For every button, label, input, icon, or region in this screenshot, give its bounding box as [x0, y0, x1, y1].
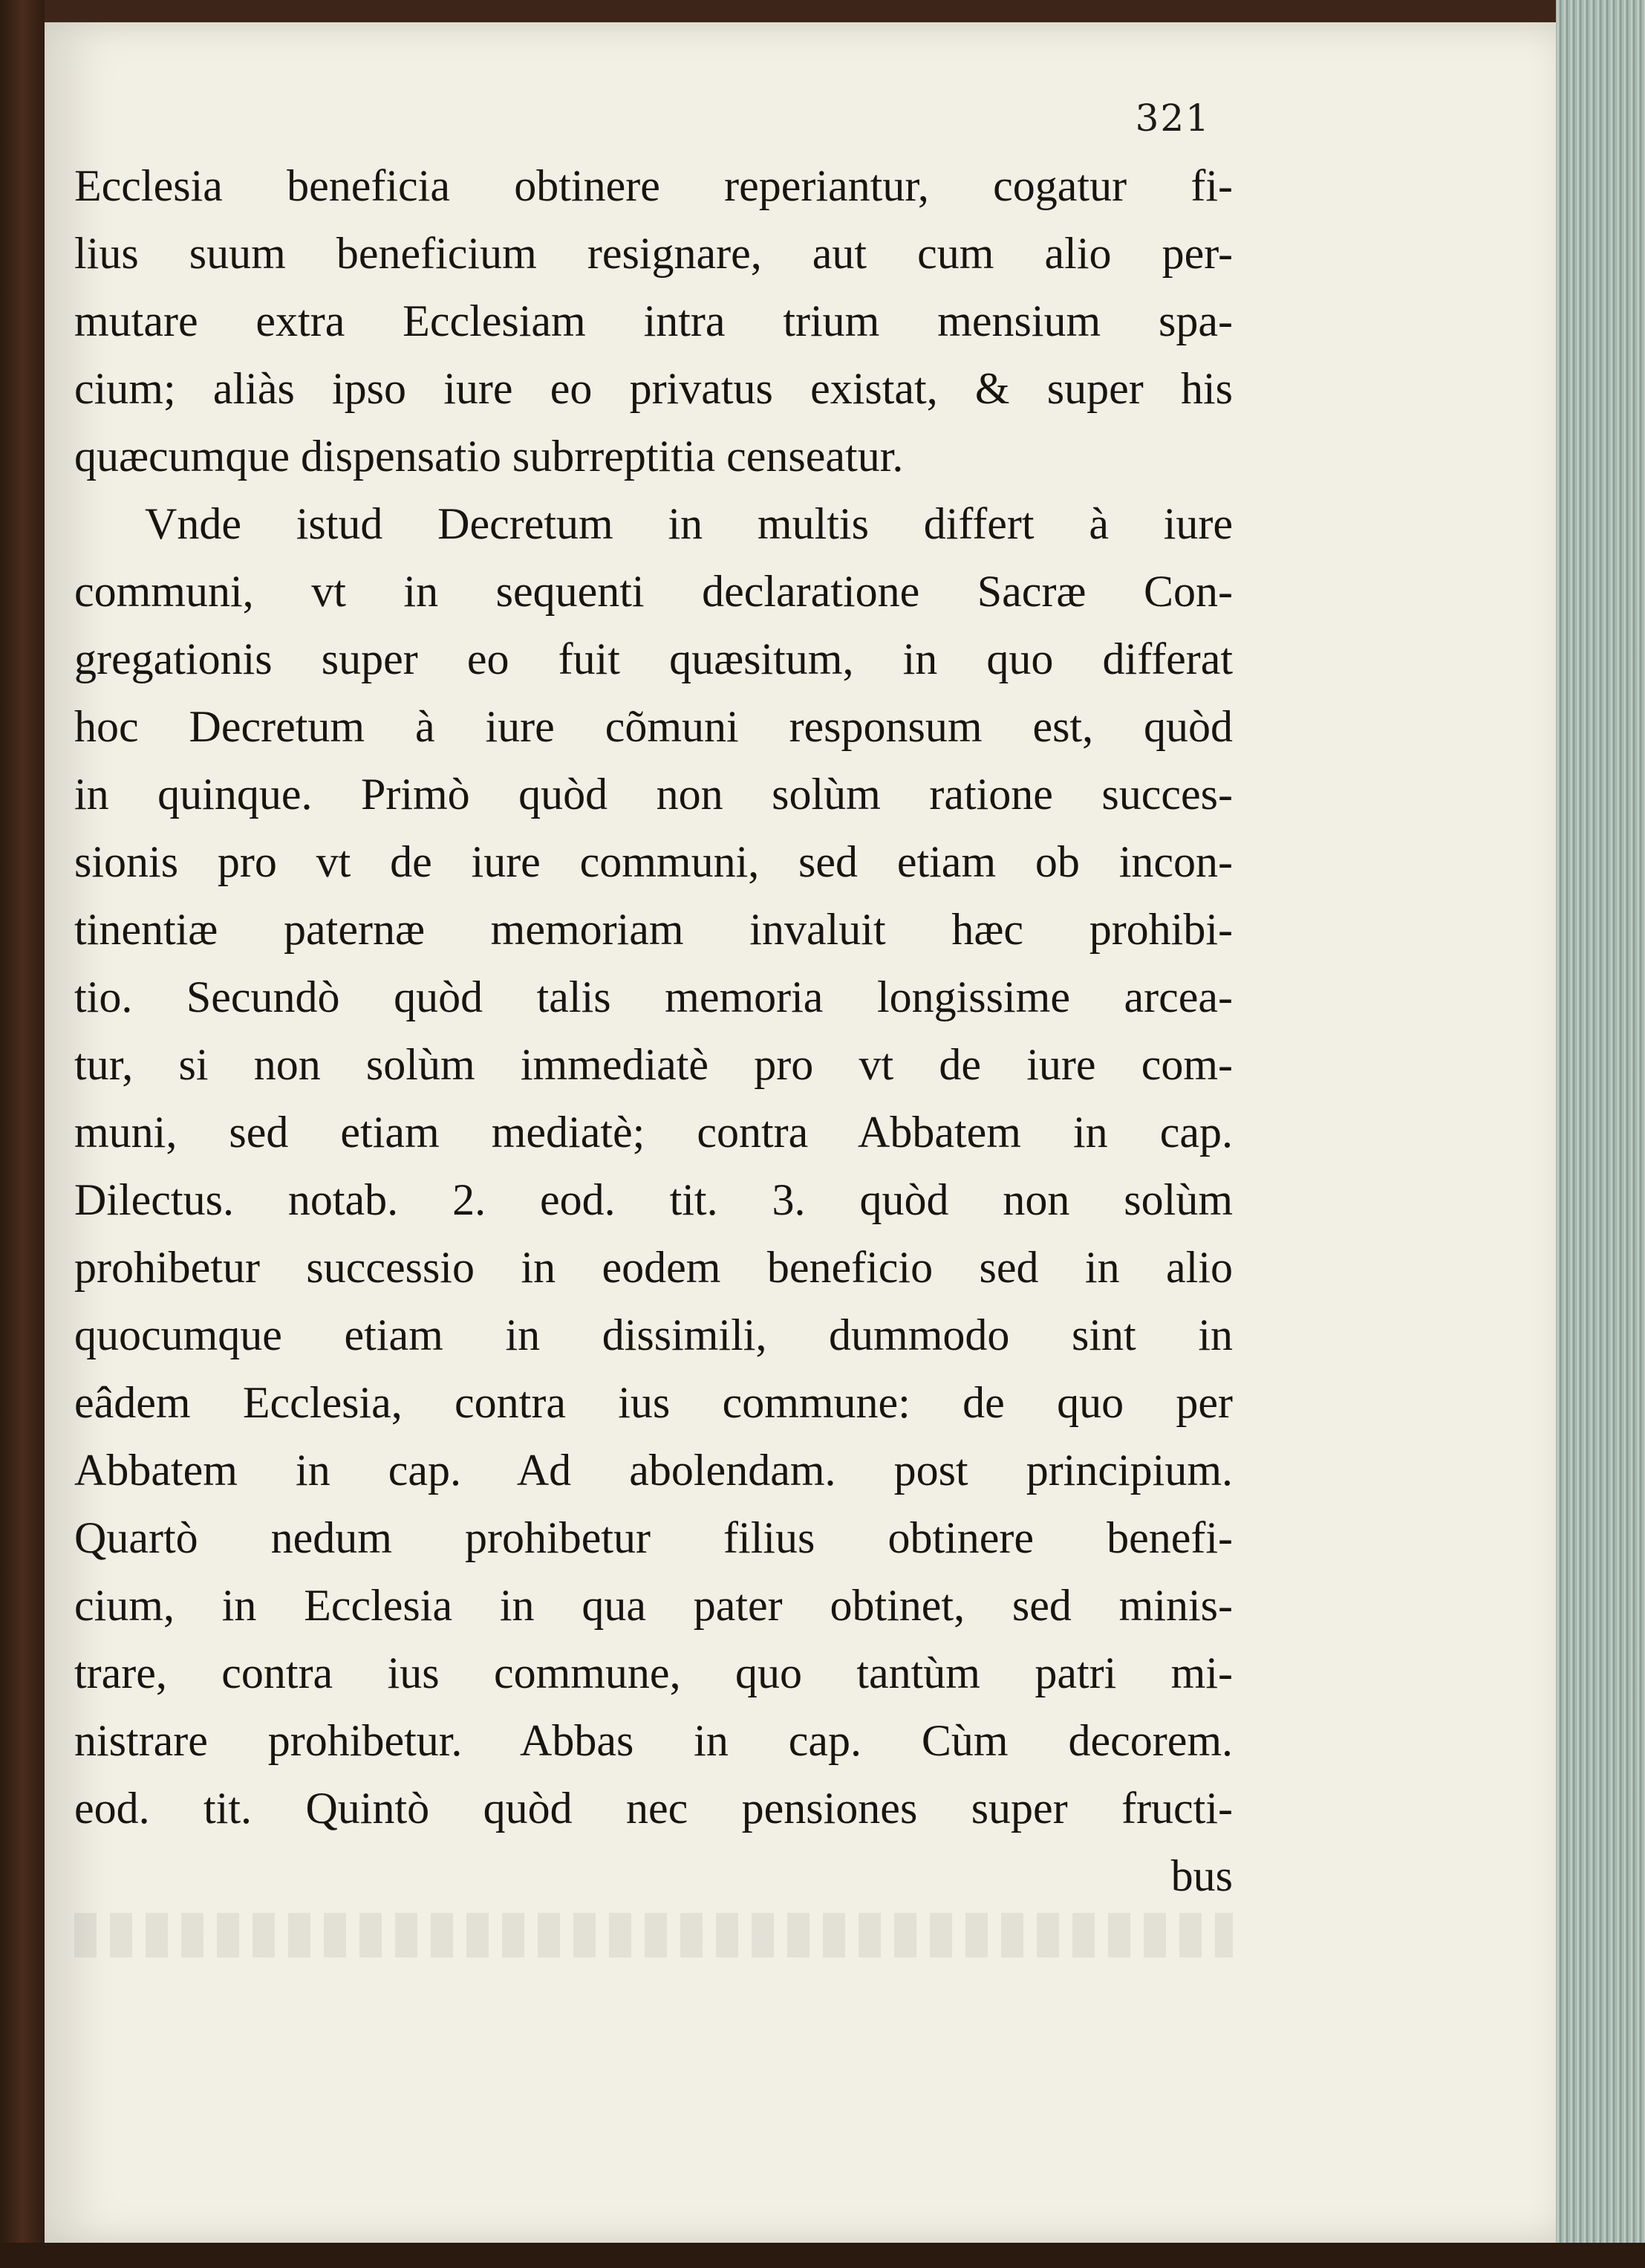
book-cover-bottom	[0, 2243, 1645, 2268]
text-line: tio. Secundò quòd talis memoria longissime arcea-	[74, 972, 1233, 1021]
page-number: 321	[1135, 97, 1211, 140]
text-line: cium, in Ecclesia in qua pater obtinet, sed minis-	[74, 1581, 1233, 1630]
text-line: bus	[1170, 1851, 1233, 1900]
text-line: eod. tit. Quintò quòd nec pensiones super fructi-	[74, 1784, 1233, 1833]
text-line: quocumque etiam in dissimili, dummodo sint in	[74, 1310, 1233, 1359]
text-line: sionis pro vt de iure communi, sed etiam ob incon-	[74, 837, 1233, 886]
text-line: Abbatem in cap. Ad abolendam. post principium.	[74, 1446, 1233, 1495]
text-line: muni, sed etiam mediatè; contra Abbatem in cap.	[74, 1108, 1233, 1157]
text-line: mutare extra Ecclesiam intra trium mensium spa-	[74, 296, 1233, 345]
text-line: eâdem Ecclesia, contra ius commune: de quo per	[74, 1378, 1233, 1427]
text-line: quæcumque dispensatio subrreptitia censeatur.	[74, 432, 904, 481]
text-line: prohibetur successio in eodem beneficio sed in alio	[74, 1243, 1233, 1292]
text-line: Dilectus. notab. 2. eod. tit. 3. quòd non solùm	[74, 1175, 1233, 1224]
text-line: trare, contra ius commune, quo tantùm patri mi-	[74, 1648, 1233, 1697]
body-text	[74, 152, 1233, 1910]
text-line: hoc Decretum à iure cõmuni responsum est, quòd	[74, 702, 1233, 751]
text-line: Quartò nedum prohibetur filius obtinere benefi-	[74, 1513, 1233, 1562]
text-line: Vnde istud Decretum in multis differt à iure	[145, 499, 1233, 548]
text-line: communi, vt in sequenti declaratione Sacræ Con-	[74, 567, 1233, 616]
text-line: in quinque. Primò quòd non solùm ratione succes-	[74, 770, 1233, 819]
text-line: cium; aliàs ipso iure eo privatus existat, & super his	[74, 364, 1233, 413]
text-line: nistrare prohibetur. Abbas in cap. Cùm decorem.	[74, 1716, 1233, 1765]
text-line: lius suum beneficium resignare, aut cum alio per-	[74, 229, 1233, 278]
text-line: tinentiæ paternæ memoriam invaluit hæc prohibi-	[74, 905, 1233, 954]
text-line: gregationis super eo fuit quæsitum, in quo differat	[74, 634, 1233, 683]
page-edges	[1556, 0, 1645, 2268]
book-cover-top	[45, 0, 1604, 24]
text-line: tur, si non solùm immediatè pro vt de iure com-	[74, 1040, 1233, 1089]
show-through-text	[74, 1913, 1233, 1957]
text-line: Ecclesia beneficia obtinere reperiantur, cogatur fi-	[74, 161, 1233, 210]
